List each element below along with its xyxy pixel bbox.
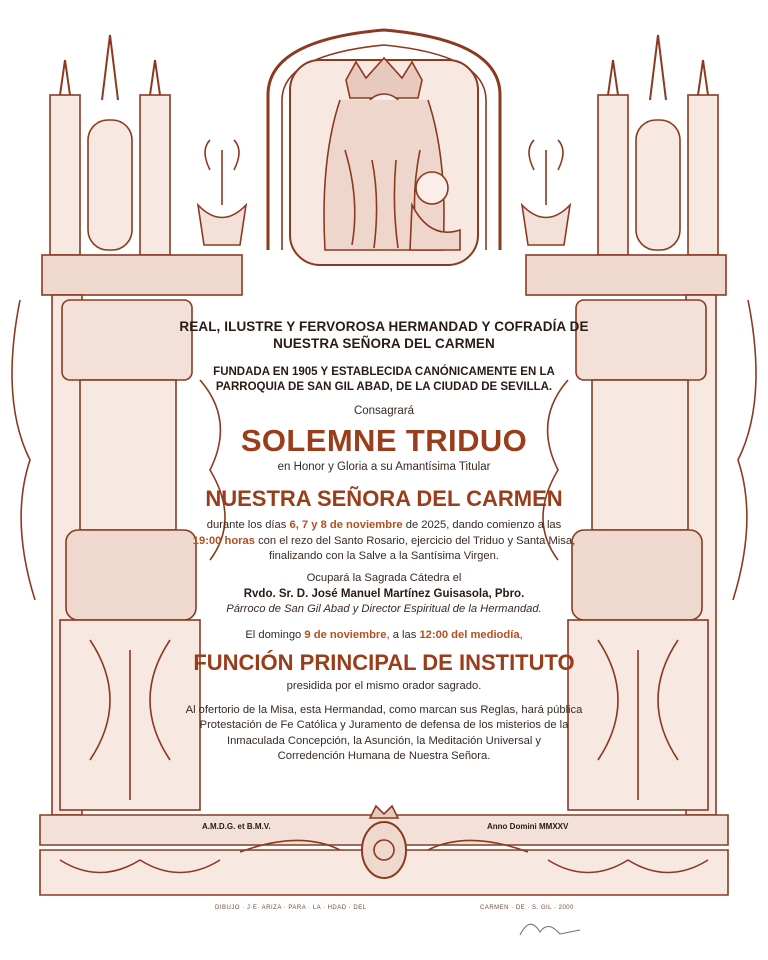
details-text: con el rezo del Santo Rosario, ejercicio del Triduo y Santa Misa, — [254, 534, 576, 547]
artist-credit-left: DIBUJO · J·E· ARIZA · PARA · LA · HDAD · DEL — [215, 905, 367, 911]
vase-left — [198, 140, 246, 245]
details-text: durante los días — [206, 519, 290, 531]
founding-line1: FUNDADA EN 1905 Y ESTABLECIDA CANÓNICAMENTE EN LA — [213, 366, 555, 378]
artist-credit-right: CARMEN · DE · S. GIL · 2000 — [480, 905, 574, 911]
founding-note — [160, 365, 608, 395]
protestation-text — [160, 703, 608, 765]
honor-text: en Honor y Gloria a su Amantísima Titular — [277, 461, 491, 473]
funcion-day: 9 de noviembre — [304, 628, 387, 641]
details-text: de 2025, dando comienzo a las — [402, 519, 562, 531]
titular-name: NUESTRA SEÑORA DEL CARMEN — [205, 486, 563, 511]
funcion-title: FUNCIÓN PRINCIPAL DE INSTITUTO — [193, 650, 575, 675]
brotherhood-name-line2: NUESTRA SEÑORA DEL CARMEN — [273, 336, 495, 351]
presided-text: presidida por el mismo orador sagrado. — [286, 680, 482, 692]
footer-anno-domini: Anno Domini MMXXV — [487, 822, 569, 831]
triduo-time: 19:00 horas — [192, 534, 255, 547]
triduo-details — [160, 518, 608, 565]
funcion-text: , — [519, 628, 523, 641]
founding-line2: PARROQUIA DE SAN GIL ABAD, DE LA CIUDAD DE SEVILLA. — [215, 381, 553, 393]
funcion-date — [160, 628, 608, 644]
footer-amdg: A.M.D.G. et B.M.V. — [202, 822, 271, 831]
brotherhood-name-line1: REAL, ILUSTRE Y FERVOROSA HERMANDAD Y COFRADÍA DE — [179, 319, 589, 334]
artist-signature — [520, 924, 580, 935]
triduo-dates: 6, 7 y 8 de noviembre — [289, 519, 403, 531]
protestation-line: Inmaculada Concepción, la Asunción, la Meditación Universal y — [226, 734, 542, 747]
protestation-line: Al ofertorio de la Misa, esta Hermandad, como marcan sus Reglas, hará pública — [185, 703, 583, 716]
vase-right — [522, 140, 570, 245]
funcion-time: 12:00 del mediodía — [419, 628, 520, 641]
details-text: finalizando con la Salve a la Santísima Virgen. — [269, 550, 499, 562]
triduo-title: SOLEMNE TRIDUO — [240, 423, 528, 458]
brotherhood-name — [160, 318, 608, 352]
funcion-text: El domingo — [245, 628, 305, 641]
madonna-image — [290, 58, 478, 265]
consagrara-text: Consagrará — [353, 405, 415, 417]
preacher-name: Rvdo. Sr. D. José Manuel Martínez Guisasola, Pbro. — [243, 588, 525, 600]
preacher-role: Párroco de San Gil Abad y Director Espiritual de la Hermandad. — [226, 603, 542, 615]
funcion-text: , a las — [386, 628, 420, 641]
protestation-line: Corredención Humana de Nuestra Señora. — [277, 750, 491, 762]
protestation-line: Protestación de Fe Católica y Juramento de defensa de los misterios de la — [199, 719, 569, 731]
catedra-text: Ocupará la Sagrada Cátedra el — [306, 571, 462, 584]
announcement-text — [160, 318, 608, 765]
